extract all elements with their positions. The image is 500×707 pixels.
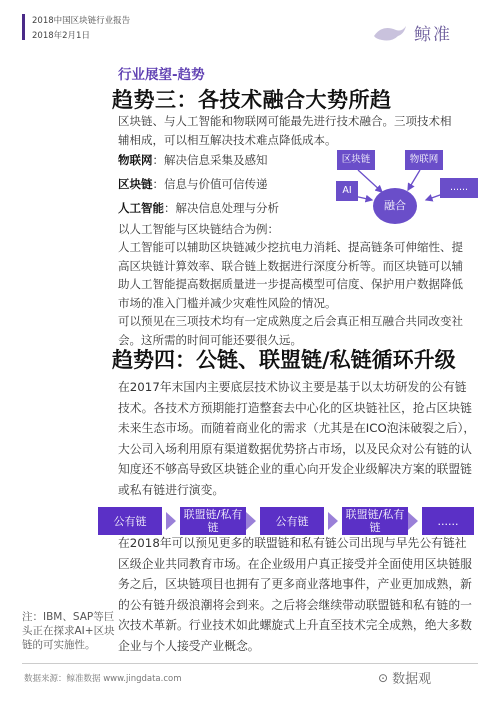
header-accent-bar [22,14,25,40]
item-key: 物联网 [118,153,153,167]
trend3-example: 人工智能可以辅助区块链减少挖抗电力消耗、提高链条可伸缩性、提高区块链计算效率、联合链上数据进行深度分析等。而区块链可以辅助人工智能提高数据质量进一步提高模型可信度、保护用户数据降低市场的准入门槛并减少灾难性风险的情况。 [118,240,463,310]
flow-arrow-icon [246,512,256,530]
trend4-para1: 在2017年末国内主要底层技术协议主要是基于以太坊研发的公有链技术。各技术方预期能打造整套去中心化的区块链社区，抢占区块链未来生态市场。而随着商业化的需求（尤其是在ICO泡沫破裂之后），大公司入场利用原有渠道数据优势挤占市场，以及民众对公有链的认知度还不够高导致区块链企业的重心向开发企业级解决方案的联盟链或私有链进行演变。 [118,380,476,497]
flow-step-more: ...... [422,507,474,535]
whale-icon [372,22,408,44]
section-label: 行业展望-趋势 [118,67,205,83]
logo-text: 鲸准 [414,25,452,45]
diagram-node-blockchain: 区块链 [337,150,375,170]
trend4-para2: 在2018年可以预见更多的联盟链和私有链公司出现与早先公有链社区级企业共同教育市场。在企业级用户真正接受并全面使用区块链服务之后，区块链项目也拥有了更多商业落地事件，产业更加成熟，新的公有链升级浪潮将会到来。之后将会继续带动联盟链和私有链的一次技术革新。行业技术如此螺旋式上升直至技术完全成熟，绝大多数企业与个人接受产业概念。 [118,536,472,653]
footer-watermark [378,668,431,687]
side-note: 注：IBM、SAP等巨头正在探求AI+区块链的可实施性。 [22,611,115,651]
footer-source: 数据来源：鲸准数据 www.jingdata.com [24,674,182,684]
watermark-text: 数据观 [392,672,432,687]
flow-step-consortium-chain: 联盟链/私有链 [180,507,246,535]
wechat-icon: ⊙ [378,670,389,685]
item-val: ：解决信息采集及感知 [152,153,268,167]
item-key: 区块链 [118,177,153,191]
footer-divider [22,663,478,664]
flow-step-public-chain: 公有链 [98,507,162,535]
diagram-node-fusion: 融合 [373,188,417,224]
flow-arrow-icon [408,512,418,530]
item-val: ：解决信息处理与分析 [164,201,279,215]
flow-arrow-icon [166,512,176,530]
trend3-conclusion: 可以预见在三项技术均有一定成熟度之后会真正相互融合共同改变社会。这所需的时间可能还要很久远。 [118,314,463,347]
trend3-title: 趋势三：各技术融合大势所趋 [112,88,392,112]
item-iot [118,152,268,168]
diagram-node-iot: 物联网 [405,150,443,170]
item-key: 人工智能 [118,201,164,215]
report-date: 2018年2月1日 [32,31,90,41]
flow-step-consortium-chain: 联盟链/私有链 [342,507,408,535]
trend3-example-intro: 以人工智能与区块链结合为例： [118,222,279,236]
item-ai [118,200,279,216]
trend4-title: 趋势四：公链、联盟链/私链循环升级 [112,348,456,372]
item-blockchain [118,176,268,192]
flow-step-public-chain: 公有链 [260,507,324,535]
report-title: 2018中国区块链行业报告 [32,16,131,26]
trend3-intro: 区块链、与人工智能和物联网可能最先进行技术融合。三项技术相辅相成，可以相互解决技术难点降低成本。 [118,114,452,147]
brand-logo [372,20,452,45]
flow-arrow-icon [328,512,338,530]
diagram-node-more: ...... [440,178,478,198]
diagram-node-ai: AI [336,181,358,201]
item-val: ：信息与价值可信传递 [152,177,268,191]
